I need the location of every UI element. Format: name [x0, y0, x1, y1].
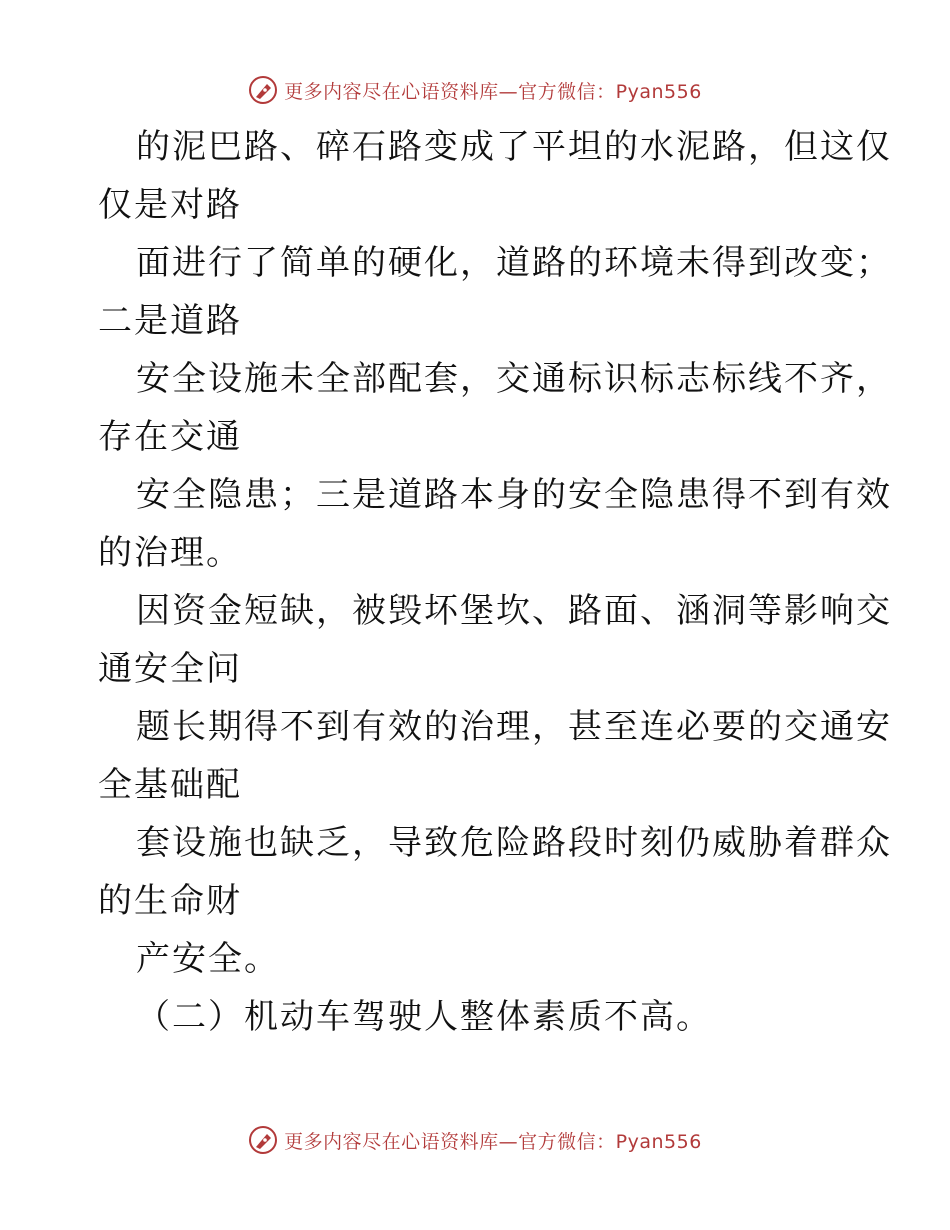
- paragraph-line: 因资金短缺，被毁坏堡坎、路面、涵洞等影响交: [136, 591, 892, 631]
- paragraph-line: 的生命财: [98, 881, 242, 921]
- paragraph-line: 套设施也缺乏，导致危险路段时刻仍威胁着群众: [136, 823, 892, 863]
- paragraph-line: 面进行了简单的硬化，道路的环境未得到改变；: [136, 243, 892, 283]
- pen-nib-logo-icon: [248, 1125, 278, 1155]
- watermark-header: [0, 70, 950, 110]
- pen-nib-logo-icon: [248, 75, 278, 105]
- paragraph-line: 全基础配: [98, 765, 242, 805]
- paragraph-line: 的泥巴路、碎石路变成了平坦的水泥路，但这仅: [136, 127, 892, 167]
- paragraph-line: 存在交通: [98, 417, 242, 457]
- paragraph-line: 仅是对路: [98, 185, 242, 225]
- watermark-text: 更多内容尽在心语资料库—官方微信：Pyan556: [284, 80, 702, 103]
- paragraph-line: 题长期得不到有效的治理，甚至连必要的交通安: [136, 707, 892, 747]
- paragraph-line: 的治理。: [98, 533, 242, 573]
- document-body: [98, 118, 892, 1046]
- paragraph-line: 通安全问: [98, 649, 242, 689]
- paragraph-line: 安全隐患；三是道路本身的安全隐患得不到有效: [136, 475, 892, 515]
- paragraph-line: 二是道路: [98, 301, 242, 341]
- watermark-footer: [0, 1120, 950, 1160]
- paragraph-line: 产安全。: [136, 939, 280, 979]
- paragraph-line: 安全设施未全部配套，交通标识标志标线不齐，: [136, 359, 892, 399]
- watermark-text: 更多内容尽在心语资料库—官方微信：Pyan556: [284, 1130, 702, 1153]
- section-heading: （二）机动车驾驶人整体素质不高。: [136, 997, 712, 1037]
